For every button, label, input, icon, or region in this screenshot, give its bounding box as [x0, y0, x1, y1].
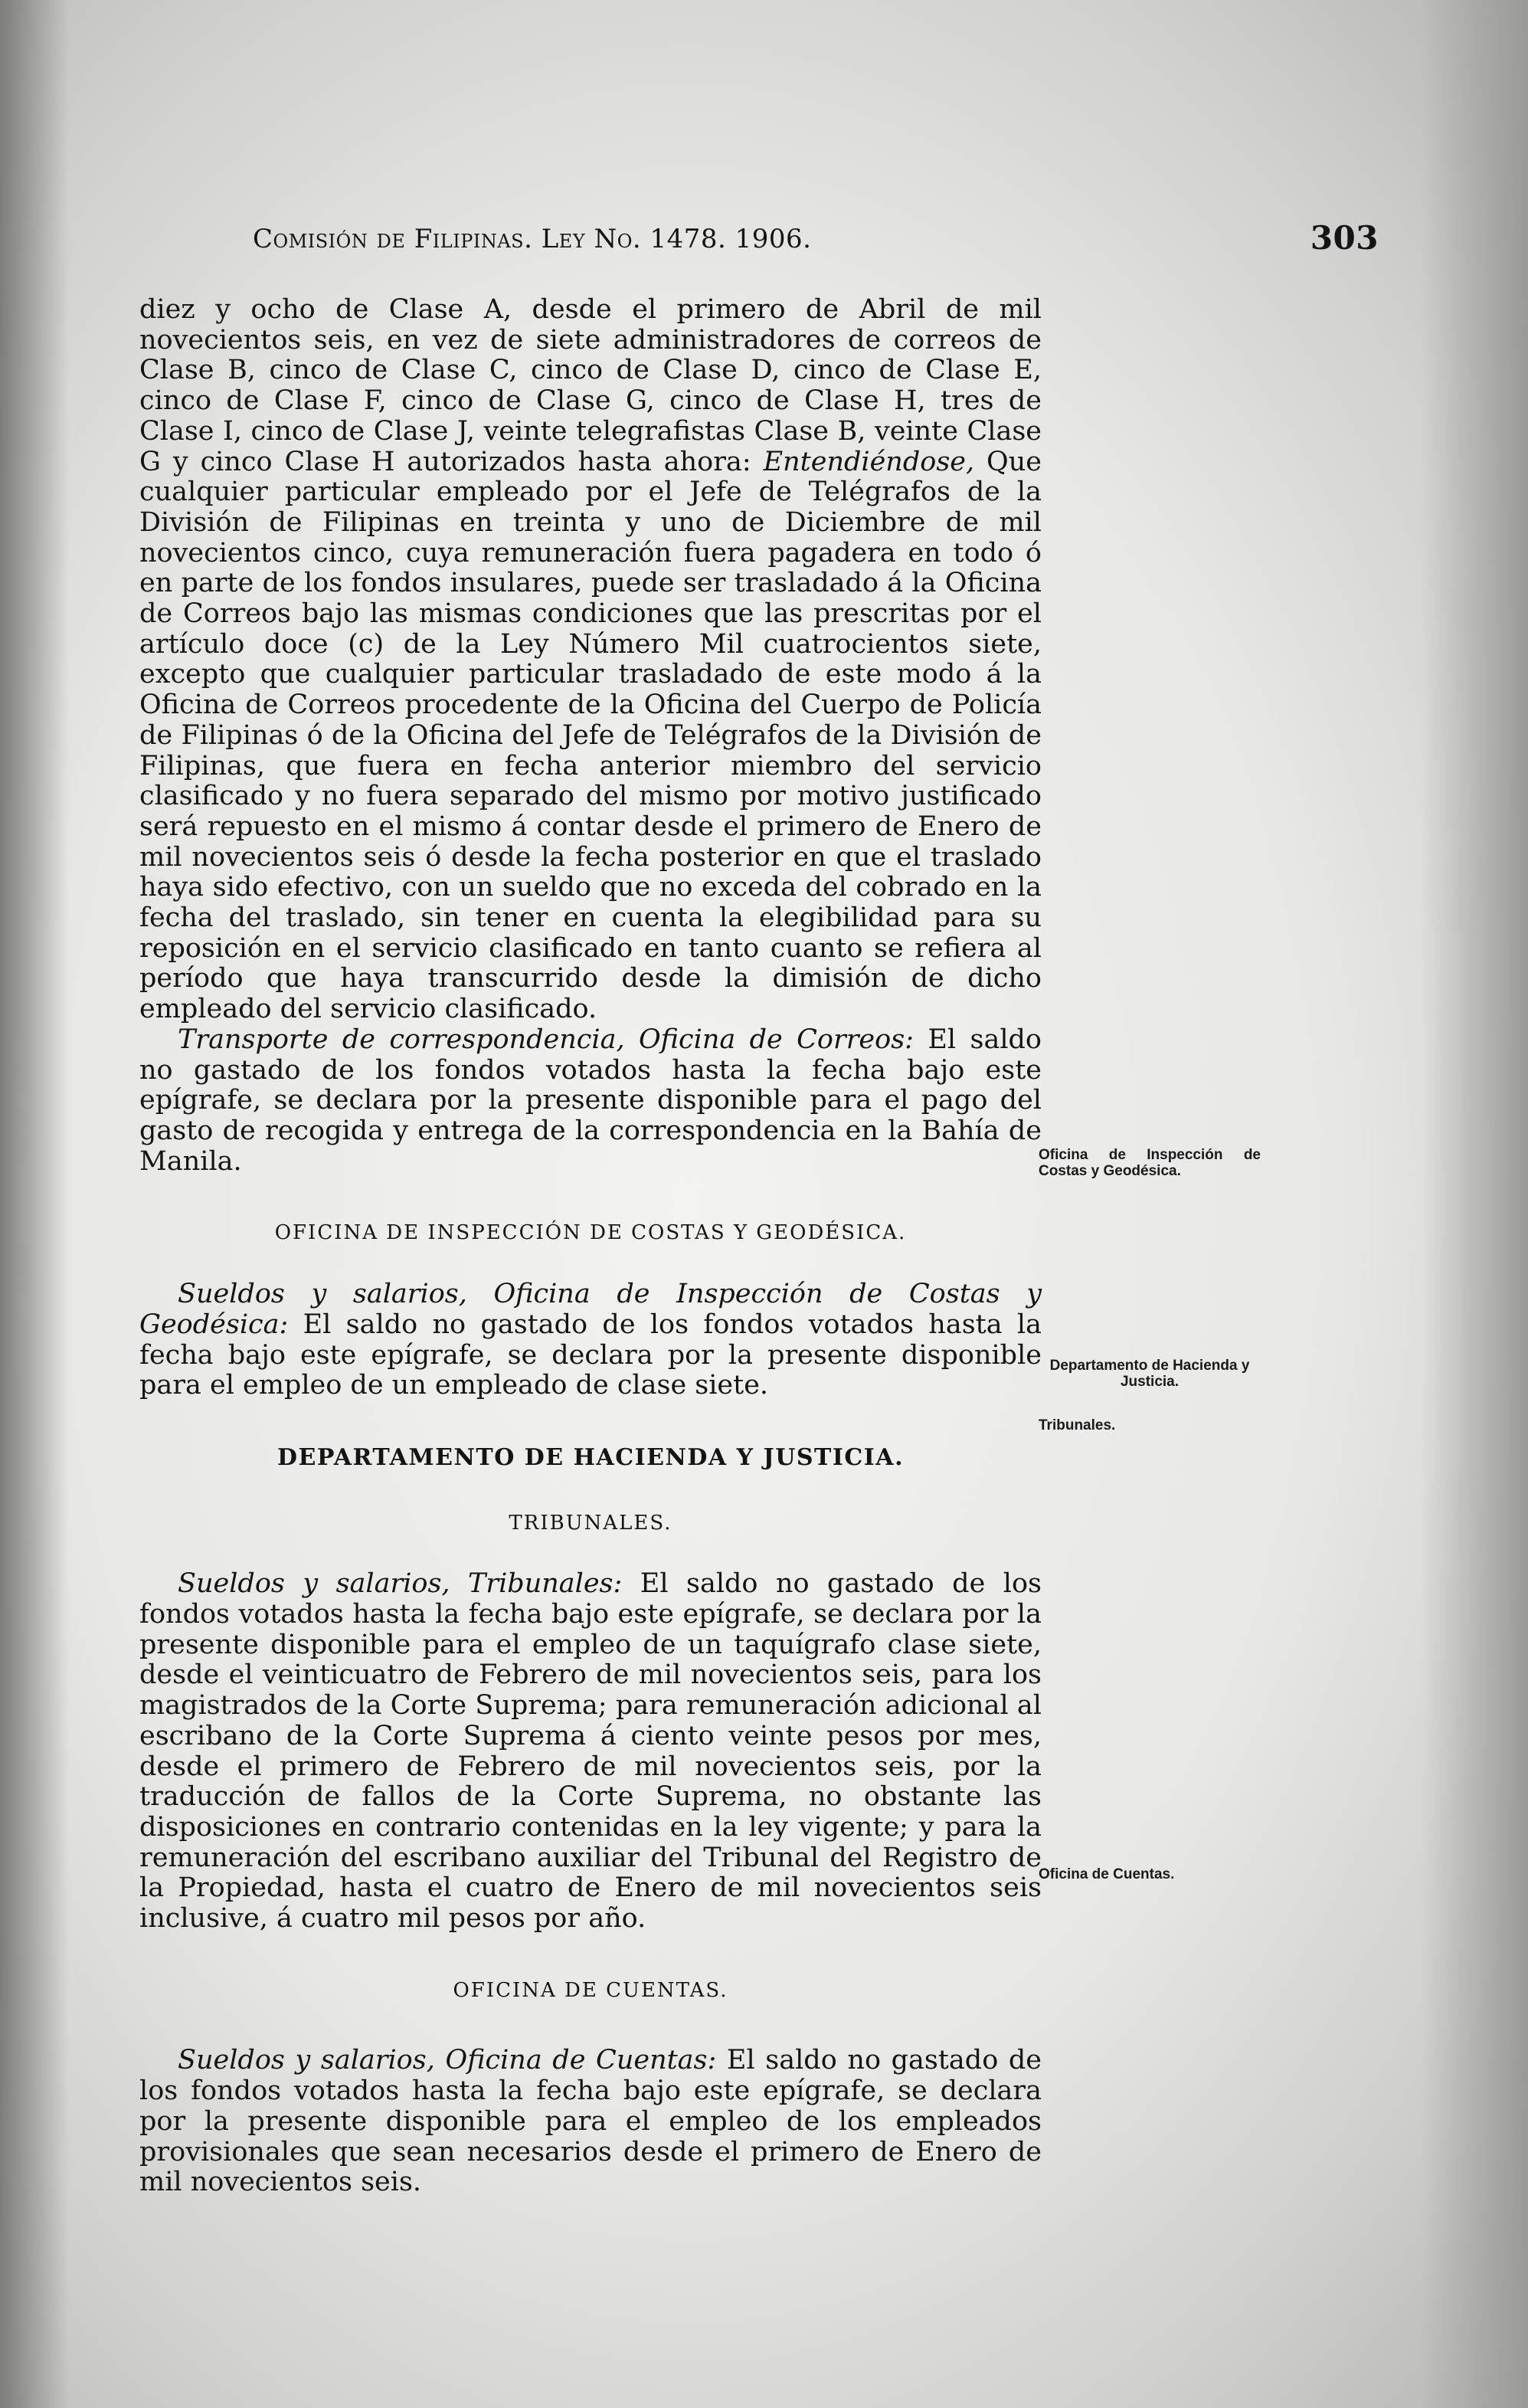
paragraph-text: Que cualquier particular empleado por el Jefe de Telégrafos de la División de Filipinas en treinta y uno de Diciembre de mil novecientos cinco, cuya remuneración fuera pagadera en todo ó en parte de los fondos insulares, puede ser trasladado á la Oficina de Correos bajo las mismas condiciones que las prescritas por el artículo doce (c) de la Ley Número Mil cuatrocientos siete, excepto que cualquier particular trasladado de este modo á la Oficina de Correos procedente de la Oficina del Cuerpo de Policía de Filipinas ó de la Oficina del Jefe de Telégrafos de la División de Filipinas, que fuera en fecha anterior miembro del servicio clasificado y no fuera separado del mismo por motivo justificado será repuesto en el mismo á contar desde el primero de Enero de mil novecientos seis ó desde la fecha posterior en que el traslado haya sido efectivo, con un sueldo que no exceda del cobrado en la fecha del traslado, sin tener en cuenta la elegibilidad para su reposición en el servicio clasificado en tanto cuanto se refiera al período que haya transcurrido desde la dimisión de dicho empleado del servicio clasificado.: [139, 446, 1042, 1025]
heading-tribunales: TRIBUNALES.: [509, 1511, 672, 1535]
rubric-transporte: Transporte de correspondencia, Oficina de Correos:: [178, 1024, 914, 1055]
margin-note-costas: Oficina de Inspección de Costas y Geodésica.: [1039, 1147, 1261, 1179]
paragraph-costas: [139, 1279, 1042, 1401]
paragraph-cuentas: [139, 2046, 1042, 2198]
main-text-column: [139, 295, 1042, 2198]
paragraph-text: diez y ocho de Clase A, desde el primero de Abril de mil novecientos seis, en vez de siete administradores de correos de Clase B, cinco de Clase C, cinco de Clase D, cinco de Clase E, cinco de Clase F, cinco de Clase G, cinco de Clase H, tres de Clase I, cinco de Clase J, veinte telegrafistas Clase B, veinte Clase G y cinco Clase H autorizados hasta ahora:: [139, 294, 1042, 477]
heading-cuentas: OFICINA DE CUENTAS.: [453, 1978, 728, 2002]
margin-note-cuentas: Oficina de Cuentas.: [1039, 1866, 1175, 1882]
paragraph-text: El saldo no gastado de los fondos votados hasta la fecha bajo este epígrafe, se declara por la presente disponible para el pago del gasto de recogida y entrega de la correspondencia en la Bahía de Manila.: [139, 1024, 1042, 1177]
rubric-costas: Sueldos y salarios, Oficina de Inspección de Costas y Geodésica:: [139, 1279, 1042, 1340]
margin-note-tribunales: Tribunales.: [1039, 1417, 1116, 1433]
paragraph-text: El saldo no gastado de los fondos votados hasta la fecha bajo este epígrafe, se declara por la presente disponible para el empleo de un taquígrafo clase siete, desde el veinticuatro de Febrero de mil novecientos seis, para los magistrados de la Corte Suprema; para remuneración adicional al escribano de la Corte Suprema á ciento veinte pesos por mes, desde el primero de Febrero de mil novecientos seis, por la traducción de fallos de la Corte Suprema, no obstante las disposiciones en contrario contenidas en la ley vigente; y para la remuneración del escribano auxiliar del Tribunal del Registro de la Propiedad, hasta el cuatro de Enero de mil novecientos seis inclusive, á cuatro mil pesos por año.: [139, 1568, 1042, 1935]
paragraph-text: El saldo no gastado de los fondos votados hasta la fecha bajo este epígrafe, se declara por la presente disponible para el empleo de los empleados provisionales que sean necesarios desde el primero de Enero de mil novecientos seis.: [139, 2045, 1042, 2198]
paragraph-transporte: [139, 1025, 1042, 1178]
paragraph-tribunales: [139, 1569, 1042, 1934]
proviso-italic: Entendiéndose,: [763, 446, 975, 477]
margin-note-hacienda: Departamento de Hacienda y Justicia.: [1049, 1358, 1250, 1390]
heading-costas: OFICINA DE INSPECCIÓN DE COSTAS Y GEODÉSICA.: [274, 1221, 907, 1245]
page-number: 303: [1310, 219, 1379, 257]
rubric-cuentas: Sueldos y salarios, Oficina de Cuentas:: [178, 2045, 717, 2076]
running-title: Comisión de Filipinas. Ley No. 1478. 1906.: [253, 224, 812, 254]
paragraph-correos-continuation: [139, 295, 1042, 1025]
heading-hacienda: DEPARTAMENTO DE HACIENDA Y JUSTICIA.: [276, 1443, 905, 1471]
running-head: [253, 219, 1379, 260]
rubric-tribunales: Sueldos y salarios, Tribunales:: [178, 1568, 623, 1600]
paragraph-text: El saldo no gastado de los fondos votados hasta la fecha bajo este epígrafe, se declara por la presente disponible para el empleo de un empleado de clase siete.: [139, 1309, 1042, 1401]
